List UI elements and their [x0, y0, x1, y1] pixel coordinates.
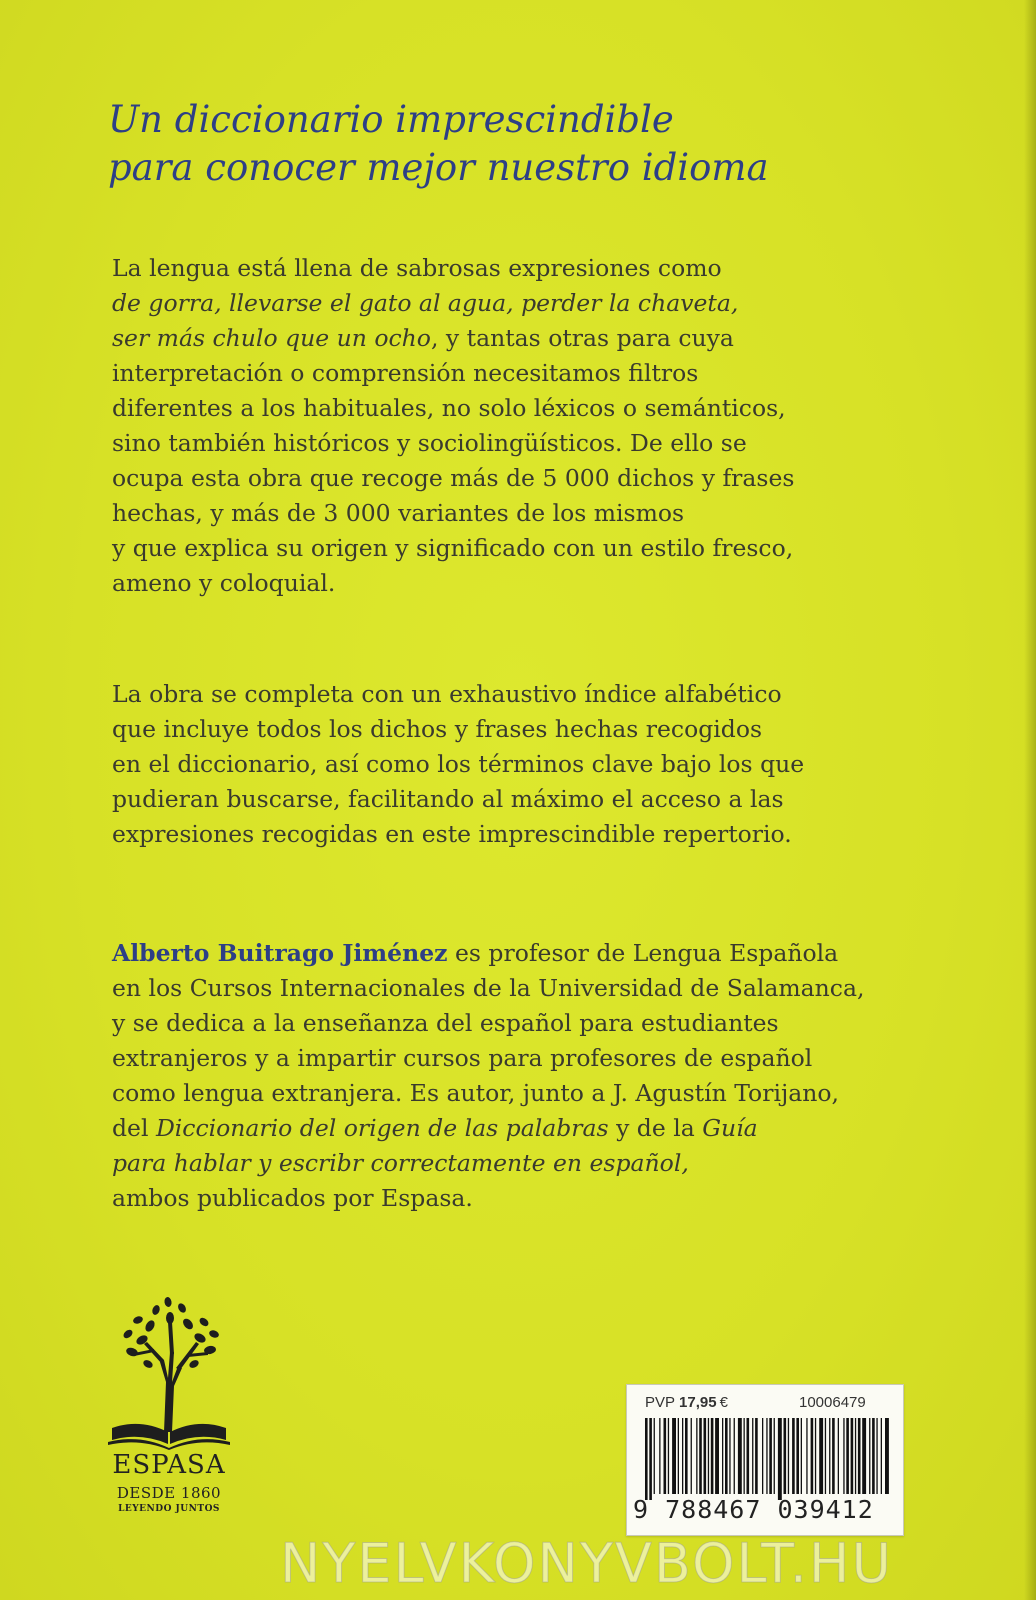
- text-line: ameno y coloquial.: [112, 569, 336, 597]
- barcode-bar: [704, 1418, 707, 1494]
- text-line: y que explica su origen y significado con un estilo fresco,: [112, 534, 794, 562]
- description-paragraph-2: [112, 677, 962, 852]
- text-fragment: y de la: [608, 1114, 703, 1142]
- barcode-bar: [815, 1418, 816, 1494]
- text-line-italic: [112, 286, 962, 321]
- barcode-bar: [747, 1418, 750, 1494]
- text-line: La lengua está llena de sabrosas expresiones como: [112, 254, 722, 282]
- barcode-bar: [876, 1418, 877, 1494]
- barcode-bar: [755, 1418, 758, 1494]
- barcode-bar: [881, 1418, 882, 1494]
- barcode-bar: [734, 1418, 735, 1494]
- book-title: Diccionario del origen de las palabras: [155, 1114, 609, 1142]
- text-line: sino también históricos y sociolingüísticos. De ello se: [112, 429, 747, 457]
- price-currency: €: [719, 1394, 728, 1411]
- text-line: [112, 321, 962, 356]
- publisher-name: ESPASA: [112, 1450, 226, 1480]
- price-line: [645, 1394, 895, 1411]
- barcode-bar: [725, 1418, 728, 1494]
- text-line: [112, 1146, 962, 1181]
- barcode: [643, 1418, 889, 1500]
- text-line: interpretación o comprensión necesitamos filtros: [112, 359, 699, 387]
- barcode-bar: [792, 1418, 795, 1494]
- barcode-bar: [762, 1418, 763, 1494]
- barcode-bar: [872, 1418, 875, 1494]
- barcode-bar: [769, 1418, 772, 1494]
- barcode-bar: [811, 1418, 814, 1494]
- barcode-bar: [862, 1418, 866, 1494]
- price-amount: 17,95: [679, 1394, 717, 1411]
- barcode-bar: [788, 1418, 789, 1494]
- text-fragment: , y tantas otras para cuya: [430, 324, 734, 352]
- barcode-bar: [711, 1418, 714, 1494]
- barcode-bar: [858, 1418, 861, 1494]
- reference-code: 10006479: [799, 1394, 866, 1411]
- barcode-bar: [744, 1418, 745, 1494]
- barcode-bar: [678, 1418, 679, 1494]
- text-line: ocupa esta obra que recoge más de 5 000 dichos y frases: [112, 464, 795, 492]
- barcode-bar: [855, 1418, 856, 1494]
- barcode-bar: [801, 1418, 802, 1494]
- barcode-bar: [708, 1418, 709, 1494]
- barcode-bar: [722, 1418, 723, 1494]
- barcode-bar: [869, 1418, 870, 1494]
- barcode-bar: [654, 1418, 655, 1494]
- text-line: en el diccionario, así como los términos clave bajo los que: [112, 750, 805, 778]
- barcode-bar: [696, 1418, 697, 1494]
- barcode-bar: [668, 1418, 669, 1494]
- barcode-bar: [806, 1418, 807, 1494]
- barcode-bar: [729, 1418, 730, 1494]
- text-line: y se dedica a la enseñanza del español para estudiantes: [112, 1009, 779, 1037]
- barcode-bar: [774, 1418, 775, 1494]
- author-name: Alberto Buitrago Jiménez: [112, 939, 448, 967]
- barcode-bar: [784, 1418, 787, 1494]
- barcode-bar: [738, 1418, 742, 1494]
- text-line: extranjeros y a impartir cursos para profesores de español: [112, 1044, 813, 1072]
- description-paragraph-1: [112, 251, 962, 601]
- barcode-bar: [645, 1418, 648, 1500]
- barcode-bar: [699, 1418, 702, 1494]
- barcode-bar: [796, 1418, 799, 1494]
- barcode-bar: [715, 1418, 719, 1494]
- text-line: diferentes a los habituales, no solo léxicos o semánticos,: [112, 394, 786, 422]
- italic-expressions: de gorra, llevarse el gato al agua, perder la chaveta,: [112, 289, 739, 317]
- book-title: para hablar y escribr correctamente en español,: [112, 1149, 689, 1177]
- barcode-bar: [659, 1418, 660, 1494]
- barcode-bar: [838, 1418, 839, 1494]
- text-line: expresiones recogidas en este imprescindible repertorio.: [112, 820, 792, 848]
- publisher-motto: LEYENDO JUNTOS: [118, 1504, 220, 1514]
- text-fragment: del: [112, 1114, 156, 1142]
- barcode-bar: [832, 1418, 835, 1494]
- text-line: pudieran buscarse, facilitando al máximo el acceso a las: [112, 785, 784, 813]
- cover-edge-shadow: [1024, 0, 1036, 1600]
- headline-line: para conocer mejor nuestro idioma: [108, 146, 769, 189]
- publisher-since: DESDE 1860: [116, 1484, 222, 1502]
- text-line: como lengua extranjera. Es autor, junto a J. Agustín Torijano,: [112, 1079, 840, 1107]
- barcode-bar: [851, 1418, 854, 1494]
- text-fragment: es profesor de Lengua Española: [447, 939, 839, 967]
- barcode-bar: [819, 1418, 823, 1494]
- barcode-bar: [825, 1418, 826, 1494]
- price-sticker: [626, 1384, 904, 1536]
- barcode-bar: [685, 1418, 688, 1494]
- tree-book-icon: [104, 1282, 234, 1450]
- italic-expression: ser más chulo que un ocho: [112, 324, 431, 352]
- barcode-bar: [752, 1418, 753, 1494]
- barcode-bar: [766, 1418, 767, 1494]
- pvp-label: PVP: [645, 1394, 676, 1411]
- text-line: La obra se completa con un exhaustivo índice alfabético: [112, 680, 782, 708]
- barcode-bar: [843, 1418, 844, 1494]
- barcode-bar: [682, 1418, 683, 1494]
- barcode-bar: [846, 1418, 849, 1494]
- barcode-bar: [664, 1418, 667, 1494]
- text-line: que incluye todos los dichos y frases hechas recogidos: [112, 715, 763, 743]
- author-bio: [112, 936, 962, 1216]
- watermark: NYELVKONYVBOLT.HU: [280, 1532, 893, 1595]
- book-title: Guía: [702, 1114, 758, 1142]
- barcode-bar: [649, 1418, 652, 1500]
- headline-line: Un diccionario imprescindible: [108, 98, 674, 141]
- barcode-bar: [885, 1418, 889, 1494]
- barcode-bar: [778, 1418, 782, 1500]
- headline: [108, 96, 968, 192]
- text-line: hechas, y más de 3 000 variantes de los mismos: [112, 499, 685, 527]
- barcode-bar: [829, 1418, 830, 1494]
- text-line: [112, 1111, 962, 1146]
- barcode-bar: [691, 1418, 692, 1494]
- text-line: en los Cursos Internacionales de la Universidad de Salamanca,: [112, 974, 865, 1002]
- text-line: ambos publicados por Espasa.: [112, 1184, 473, 1212]
- isbn-number: 9 788467 039412: [633, 1495, 874, 1524]
- text-line: [112, 936, 962, 971]
- publisher-logo: [104, 1282, 234, 1522]
- barcode-bar: [672, 1418, 676, 1494]
